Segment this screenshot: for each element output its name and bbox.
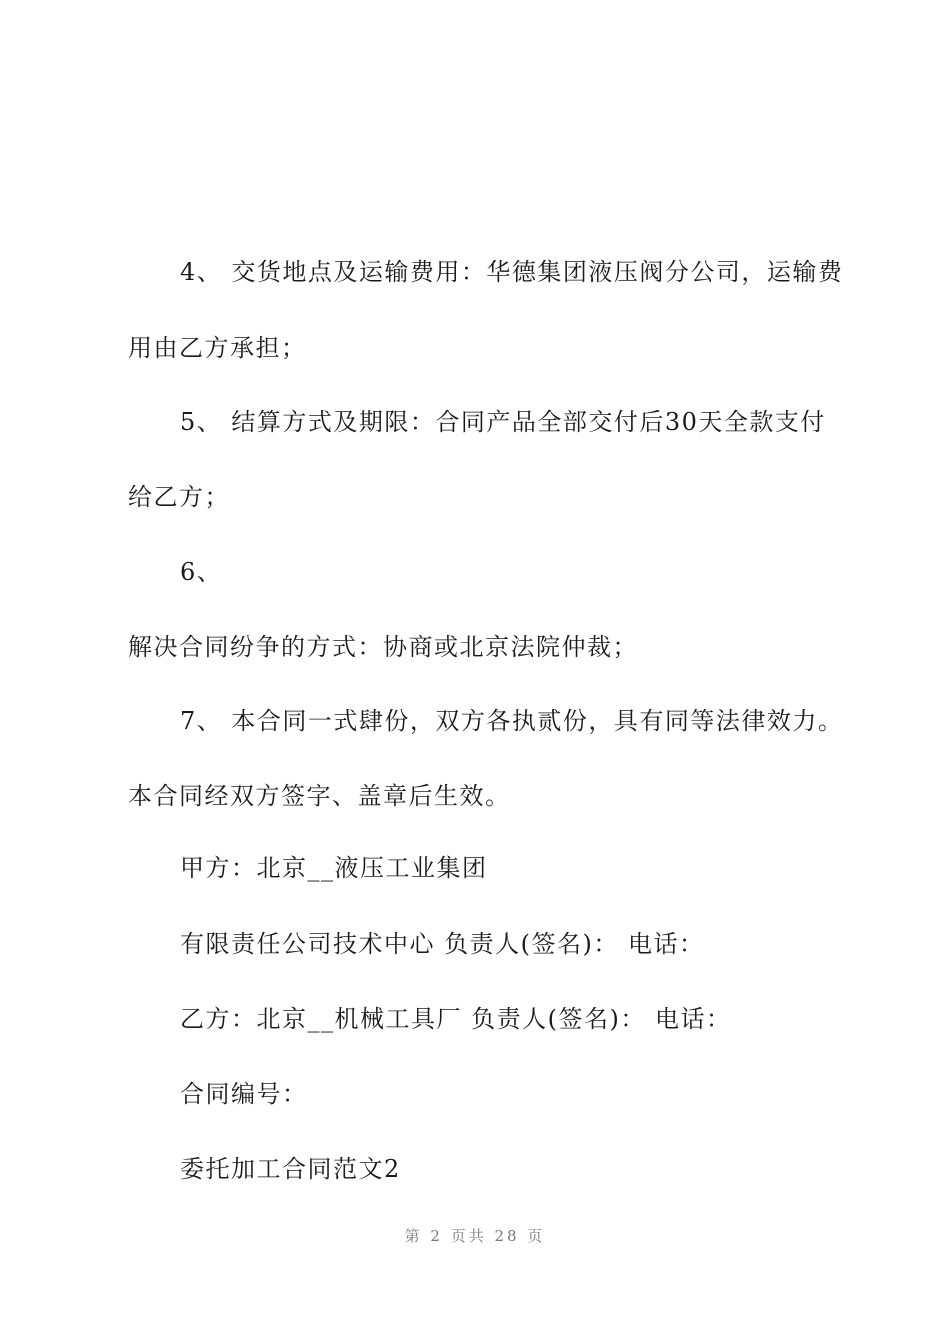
clause-5-line-2: 给乙方； — [128, 483, 230, 511]
page-number-footer: 第 2 页共 28 页 — [404, 1227, 546, 1245]
contract-number-label: 合同编号： — [180, 1080, 308, 1108]
party-a-name: 甲方：北京__液压工业集团 — [180, 854, 488, 882]
clause-6-text: 解决合同纷争的方式：协商或北京法院仲裁； — [128, 633, 638, 661]
clause-4-line-1: 4、 交货地点及运输费用：华德集团液压阀分公司，运输费 — [180, 258, 844, 286]
clause-6-number: 6、 — [180, 558, 223, 586]
clause-5-line-1: 5、 结算方式及期限：合同产品全部交付后30天全款支付 — [180, 408, 826, 436]
clause-7-line-1: 7、 本合同一式肆份，双方各执贰份，具有同等法律效力。 — [180, 707, 844, 735]
clause-4-line-2: 用由乙方承担； — [128, 334, 307, 362]
clause-7-line-2: 本合同经双方签字、盖章后生效。 — [128, 782, 511, 810]
next-section-title: 委托加工合同范文2 — [180, 1155, 401, 1183]
party-a-signature-line: 有限责任公司技术中心 负责人(签名)： 电话： — [180, 930, 705, 958]
party-b-signature-line: 乙方：北京__机械工具厂 负责人(签名)： 电话： — [180, 1005, 732, 1033]
